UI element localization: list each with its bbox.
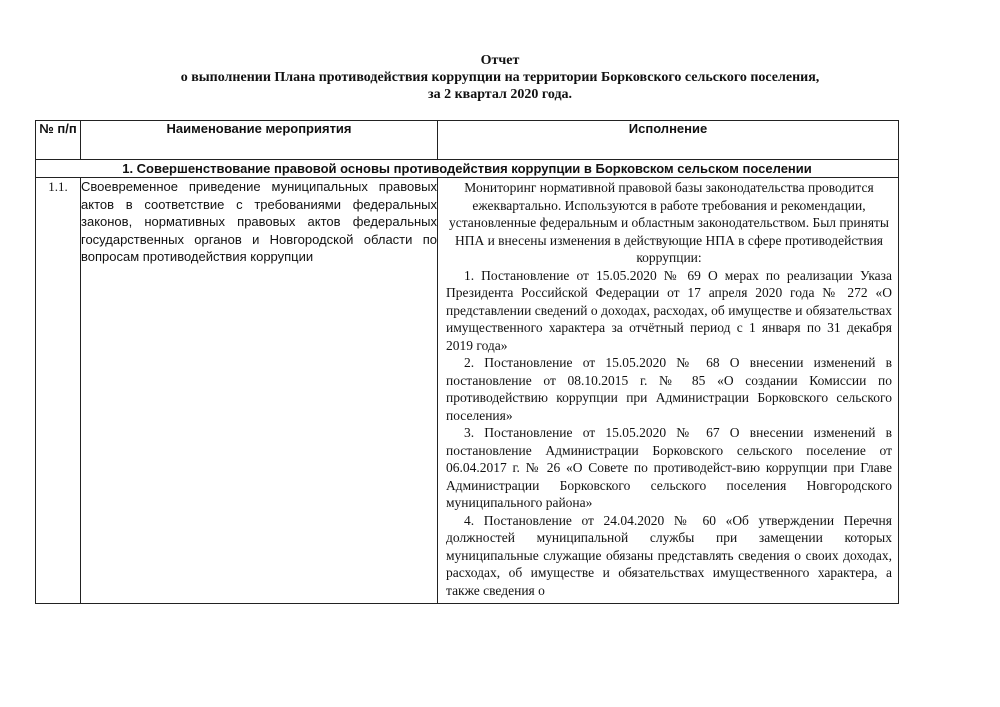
list-item: 1. Постановление от 15.05.2020 № 69 О мерах по реализации Указа Президента Российской Федерации от 17 апреля 2020 года № 272 «О представлении сведений о доходах, расходах, об имуществе и обязательствах имущественного характера за отчётный период с 1 января по 31 декабря 2019 года» bbox=[446, 267, 892, 353]
list-item: 2. Постановление от 15.05.2020 № 68 О внесении изменений в постановление от 08.10.2015 г. № 85 «О создании Комиссии по противодействию коррупции при Администрации Борковского сельского поселения» bbox=[446, 355, 892, 423]
report-subtitle: о выполнении Плана противодействия коррупции на территории Борковского сельского поселения, bbox=[180, 70, 820, 85]
execution-cell bbox=[438, 178, 899, 604]
table-row bbox=[36, 178, 899, 604]
measure-name: Своевременное приведение муниципальных правовых актов в соответствие с требованиями федеральных законов, нормативных правовых актов федеральных государственных органов и Новгородской области по вопросам противодействия коррупции bbox=[81, 178, 438, 604]
execution-intro: Мониторинг нормативной правовой базы законодательства проводится ежеквартально. Используются в работе требования и рекомендации, установленные федеральным и областным законодательством. Был приняты НПА и внесены изменения в действующие НПА в сфере противодействия коррупции: bbox=[448, 180, 889, 265]
column-header-execution: Исполнение bbox=[438, 121, 899, 160]
list-item: 4. Постановление от 24.04.2020 № 60 «Об утверждении Перечня должностей муниципальной службы при замещении которых муниципальные служащие обязаны представлять сведения о своих доходах, расходах, об имуществе и обязательствах имущественного характера, а также сведения о bbox=[446, 512, 892, 598]
column-header-name: Наименование мероприятия bbox=[81, 121, 438, 160]
row-number: 1.1. bbox=[36, 178, 81, 604]
report-header bbox=[0, 52, 1000, 103]
report-title: Отчет bbox=[480, 53, 520, 68]
section-title: 1. Совершенствование правовой основы противодействия коррупции в Борковском сельском поселении bbox=[36, 160, 899, 178]
report-table bbox=[35, 120, 899, 604]
column-header-number: № п/п bbox=[36, 121, 81, 160]
section-row bbox=[36, 160, 899, 178]
report-period: за 2 квартал 2020 года. bbox=[427, 87, 573, 102]
table-header-row bbox=[36, 121, 899, 160]
list-item: 3. Постановление от 15.05.2020 № 67 О внесении изменений в постановление Администрации Борковского сельского поселение от 06.04.2017 г. № 26 «О Совете по противодейст-вию коррупции при Главе Администрации Борковского сельского поселения Новгородского муниципального района» bbox=[446, 425, 892, 510]
